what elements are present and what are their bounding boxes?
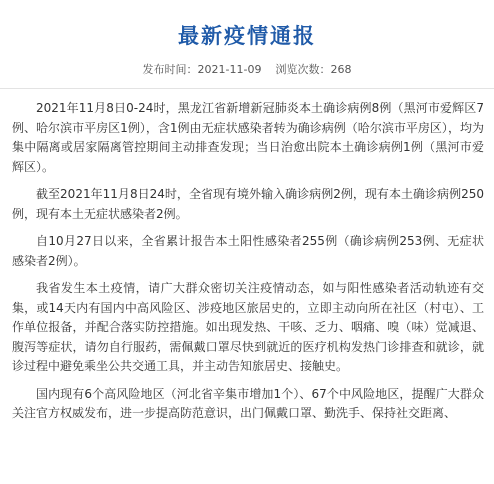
paragraph-risk-areas: 国内现有6个高风险地区（河北省辛集市增加1个）、67个中风险地区，提醒广大群众关注官方权威发布，进一步提高防范意识，出门佩戴口罩、勤洗手、保持社交距离、 <box>12 386 484 420</box>
article-title: 最新疫情通报 <box>178 24 316 48</box>
views-label: 浏览次数： <box>275 63 331 76</box>
views-count: 268 <box>330 63 352 76</box>
paragraph-public-advice: 我省发生本土疫情，请广大群众密切关注疫情动态，如与阳性感染者活动轨迹有交集，或14天内有国内中高风险区、涉疫地区旅居史的，立即主动向所在社区（村屯）、工作单位报备，并配合落实防控措施。如出现发热、干咳、乏力、咽痛、嗅（味）觉减退、腹泻等症状，请勿自行服药，需佩戴口罩尽快到就近的医疗机构发热门诊排查和就诊，就诊过程中避免乘坐公共交通工具，并主动告知旅居史、接触史。 <box>12 281 484 373</box>
publish-time-label: 发布时间： <box>142 63 198 76</box>
article-body <box>0 99 494 424</box>
paragraph-cumulative-cases: 自10月27日以来，全省累计报告本土阳性感染者255例（确诊病例253例、无症状感染者2例）。 <box>12 234 484 268</box>
title-divider <box>0 88 494 89</box>
publish-date: 2021-11-09 <box>197 63 262 76</box>
article-meta <box>0 62 494 78</box>
paragraph-new-cases: 2021年11月8日0-24时，黑龙江省新增新冠肺炎本土确诊病例8例（黑河市爱辉区7例、哈尔滨市平房区1例），含1例由无症状感染者转为确诊病例（哈尔滨市平房区），均为集中隔离或居家隔离管控期间主动排查发现；当日治愈出院本土确诊病例1例（黑河市爱辉区）。 <box>12 101 484 174</box>
paragraph-current-cases: 截至2021年11月8日24时，全省现有境外输入确诊病例2例，现有本土确诊病例250例，现有本土无症状感染者2例。 <box>12 187 484 221</box>
